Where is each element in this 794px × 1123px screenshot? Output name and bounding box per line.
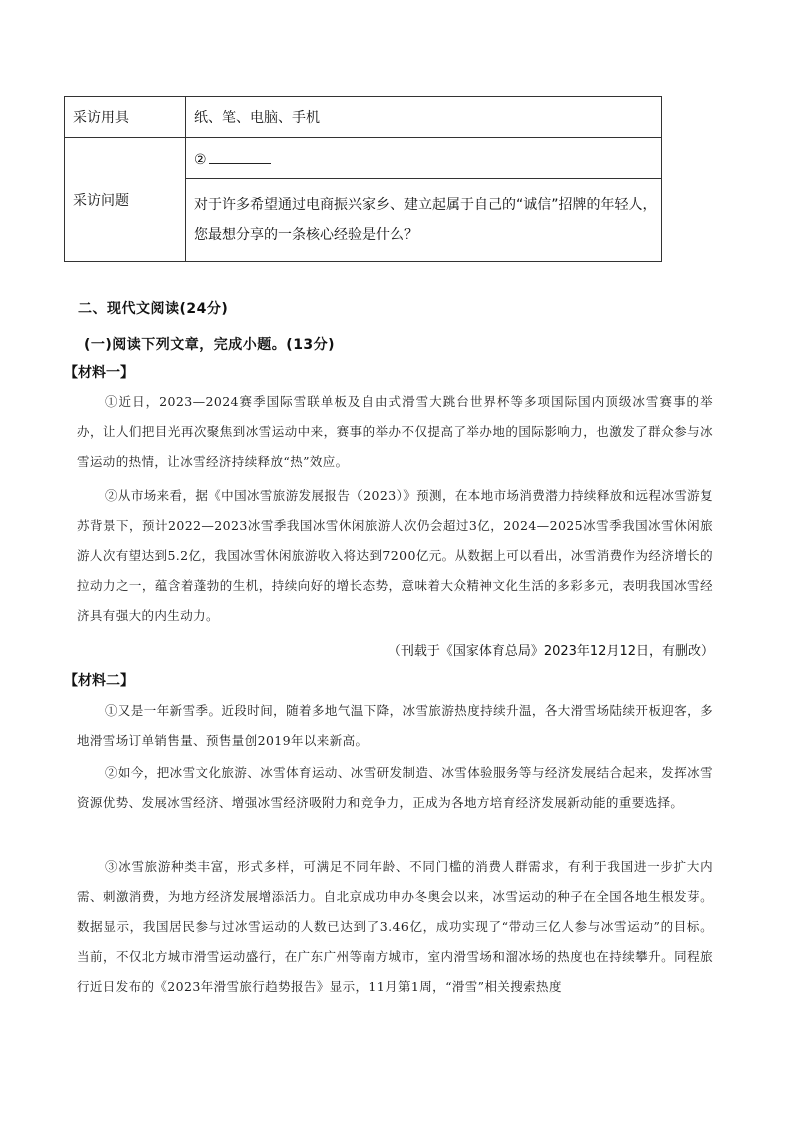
material-2-paragraph-1: ①又是一年新雪季。近段时间，随着多地气温下降，冰雪旅游热度持续升温，各大滑雪场陆续开板迎客，多地滑雪场订单销售量、预售量创2019年以来新高。 — [77, 703, 713, 748]
tools-label: 采访用具 — [65, 97, 186, 138]
material-2-paragraph-2: ②如今，把冰雪文化旅游、冰雪体育运动、冰雪研发制造、冰雪体验服务等与经济发展结合起来，发挥冰雪资源优势、发展冰雪经济、增强冰雪经济吸附力和竞争力，正成为各地方培育经济发展新动能的重要选择。 — [77, 765, 713, 810]
sub-heading: (一)阅读下列文章，完成小题。(13分) — [84, 337, 336, 353]
material-2-label: 【材料二】 — [64, 673, 134, 689]
question-1-number: ② — [194, 151, 207, 168]
interview-table — [64, 96, 662, 262]
section-heading: 二、现代文阅读(24分) — [78, 301, 229, 317]
material-2-paragraph-3: ③冰雪旅游种类丰富，形式多样，可满足不同年龄、不同门槛的消费人群需求，有利于我国进一步扩大内需、刺激消费，为地方经济发展增添活力。自北京成功申办冬奥会以来，冰雪运动的种子在全国各地生根发芽。数据显示，我国居民参与过冰雪运动的人数已达到了3.46亿，成功实现了“带动三亿人参与冰雪运动”的目标。当前，不仅北方城市滑雪运动盛行，在广东广州等南方城市，室内滑雪场和溜冰场的热度也在持续攀升。同程旅行近日发布的《2023年滑雪旅行趋势报告》显示，11月第1周，“滑雪”相关搜索热度 — [77, 859, 713, 994]
questions-label: 采访问题 — [65, 138, 186, 262]
tools-value: 纸、笔、电脑、手机 — [186, 97, 662, 138]
material-1-source: （刊载于《国家体育总局》2023年12月12日，有删改） — [387, 644, 714, 659]
answer-blank[interactable] — [209, 149, 271, 164]
table-row — [65, 97, 662, 138]
material-1-label: 【材料一】 — [64, 365, 134, 381]
question-1-cell — [186, 138, 662, 179]
material-1-paragraph-1: ①近日，2023—2024赛季国际雪联单板及自由式滑雪大跳台世界杯等多项国际国内顶级冰雪赛事的举办，让人们把目光再次聚焦到冰雪运动中来，赛事的举办不仅提高了举办地的国际影响力，也激发了群众参与冰雪运动的热情，让冰雪经济持续释放“热”效应。 — [77, 394, 713, 469]
table-row — [65, 138, 662, 179]
question-2-text: 对于许多希望通过电商振兴家乡、建立起属于自己的“诚信”招牌的年轻人，您最想分享的一条核心经验是什么？ — [186, 179, 662, 262]
material-1-paragraph-2: ②从市场来看，据《中国冰雪旅游发展报告（2023）》预测，在本地市场消费潜力持续释放和远程冰雪游复苏背景下，预计2022—2023冰雪季我国冰雪休闲旅游人次仍会超过3亿，2024—2025冰雪季我国冰雪休闲旅游人次有望达到5.2亿，我国冰雪休闲旅游收入将达到7200亿元。从数据上可以看出，冰雪消费作为经济增长的拉动力之一，蕴含着蓬勃的生机，持续向好的增长态势，意味着大众精神文化生活的多彩多元，表明我国冰雪经济具有强大的内生动力。 — [77, 488, 713, 623]
